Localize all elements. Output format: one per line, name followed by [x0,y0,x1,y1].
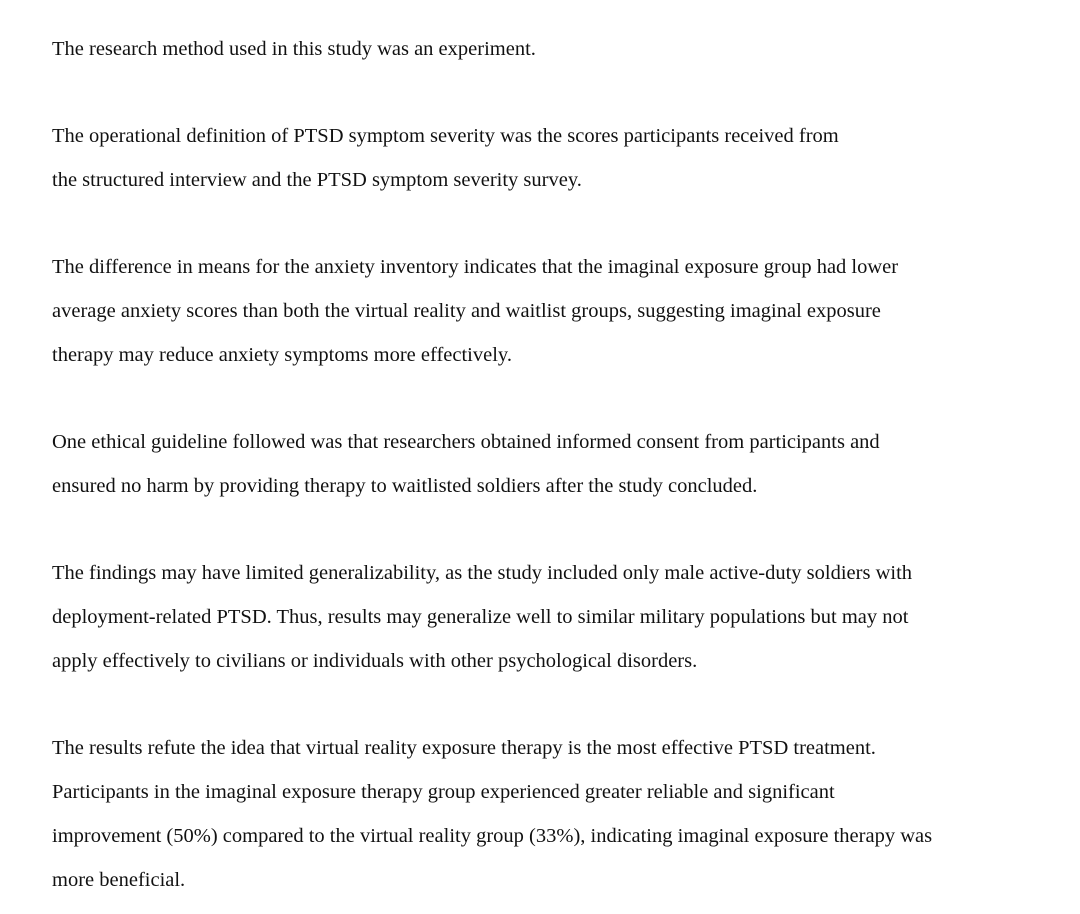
text-line: ensured no harm by providing therapy to waitlisted soldiers after the study concluded. [52,475,758,497]
text-line: Participants in the imaginal exposure therapy group experienced greater reliable and significant [52,781,835,803]
paragraph-generalizability [52,551,1052,683]
text-line: the structured interview and the PTSD symptom severity survey. [52,169,582,191]
text-line: The findings may have limited generalizability, as the study included only male active-duty soldiers with [52,562,913,584]
text-line: therapy may reduce anxiety symptoms more effectively. [52,344,512,366]
paragraph-spacer [52,202,1052,245]
paragraph-spacer [52,683,1052,726]
paragraph-ethical-guideline [52,420,1052,508]
paragraph-spacer [52,71,1052,114]
text-line: average anxiety scores than both the virtual reality and waitlist groups, suggesting imaginal exposure [52,300,881,322]
text-line: The results refute the idea that virtual reality exposure therapy is the most effective PTSD treatment. [52,737,876,759]
paragraph-difference-in-means [52,245,1052,377]
text-line: The operational definition of PTSD symptom severity was the scores participants received from [52,125,839,147]
paragraph-results-refute [52,726,1052,902]
text-line: One ethical guideline followed was that researchers obtained informed consent from participants and [52,431,880,453]
paragraph-research-method [52,27,1052,71]
text-line: apply effectively to civilians or individuals with other psychological disorders. [52,650,698,672]
paragraph-operational-definition [52,114,1052,202]
text-line: improvement (50%) compared to the virtual reality group (33%), indicating imaginal exposure therapy was [52,825,933,847]
text-line: deployment-related PTSD. Thus, results may generalize well to similar military populations but may not [52,606,909,628]
paragraph-spacer [52,377,1052,420]
text-line: The research method used in this study was an experiment. [52,38,536,60]
document-body [52,27,1052,902]
paragraph-spacer [52,508,1052,551]
text-line: The difference in means for the anxiety inventory indicates that the imaginal exposure group had lower [52,256,899,278]
text-line: more beneficial. [52,869,186,891]
